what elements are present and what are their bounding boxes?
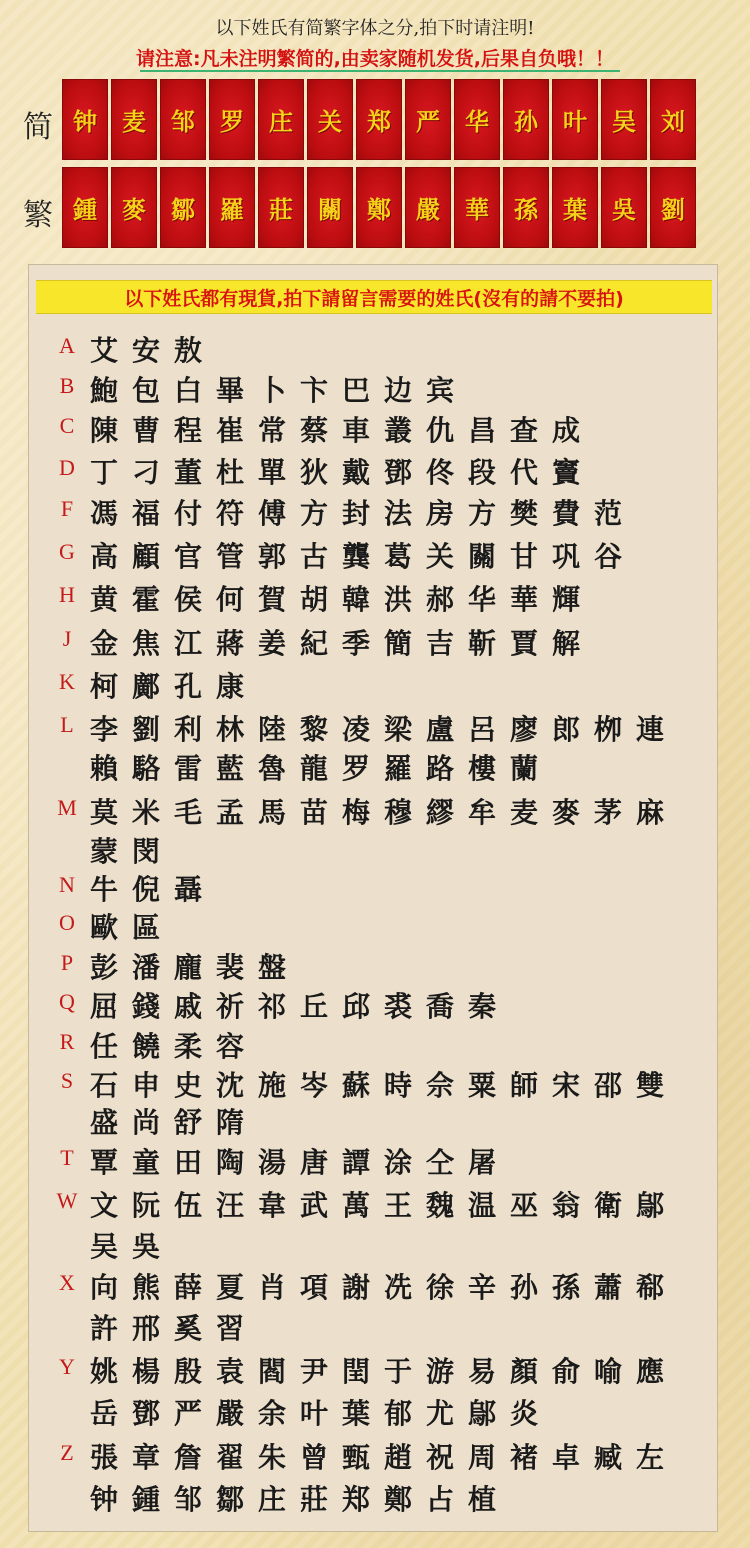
surname-line: 姚楊殷袁閻尹閏于游易顏俞喻應 xyxy=(90,1355,679,1388)
surname-line: 莫米毛孟馬苗梅穆繆牟麦麥茅麻 xyxy=(90,796,679,829)
surname-line: 任饒柔容 xyxy=(90,1030,259,1063)
surname-tile-simplified: 孙 xyxy=(503,79,549,160)
surname-line: 石申史沈施岑蘇時佘粟師宋邵雙 xyxy=(90,1069,679,1102)
surname-tile-simplified: 庄 xyxy=(258,79,304,160)
surname-line: 賴駱雷藍魯龍罗羅路樓蘭 xyxy=(90,752,553,785)
letter-index: J xyxy=(62,626,72,651)
surname-tile-traditional: 鄭 xyxy=(356,167,402,248)
surname-tile-traditional: 孫 xyxy=(503,167,549,248)
surname-line: 張章詹翟朱曾甄趙祝周褚卓臧左 xyxy=(90,1441,679,1474)
surname-line: 李劉利林陸黎凌梁盧呂廖郎栁連 xyxy=(90,713,679,746)
surname-tile-simplified: 罗 xyxy=(209,79,255,160)
letter-index: L xyxy=(60,712,74,737)
surname-tile-simplified: 郑 xyxy=(356,79,402,160)
surname-tile-simplified: 关 xyxy=(307,79,353,160)
surname-line: 高顧官管郭古龔葛关關甘巩谷 xyxy=(90,540,637,573)
letter-index: Z xyxy=(60,1440,74,1465)
letter-index: G xyxy=(59,539,75,564)
surname-line: 歐區 xyxy=(90,911,175,944)
letter-index: A xyxy=(59,333,75,358)
surname-tile-traditional: 鍾 xyxy=(62,167,108,248)
surname-line: 艾安敖 xyxy=(90,334,217,367)
surname-line: 屈錢戚祈祁丘邱裘喬秦 xyxy=(90,990,511,1023)
surname-tile-simplified: 邹 xyxy=(160,79,206,160)
warning-underline xyxy=(140,70,620,72)
letter-index: B xyxy=(59,373,75,398)
surname-line: 鮑包白畢卜卞巴边宾 xyxy=(90,374,469,407)
letter-index: D xyxy=(59,455,75,480)
surname-line: 吴吳 xyxy=(90,1230,175,1263)
letter-index: R xyxy=(59,1029,75,1054)
surname-tile-simplified: 严 xyxy=(405,79,451,160)
letter-index: Y xyxy=(59,1354,75,1379)
letter-index: S xyxy=(60,1068,74,1093)
letter-index: P xyxy=(60,950,74,975)
surname-tile-simplified: 钟 xyxy=(62,79,108,160)
header-warning xyxy=(0,44,750,71)
letter-index: K xyxy=(59,669,75,694)
panel-title-banner xyxy=(36,280,712,314)
simplified-row-label: 简 xyxy=(23,110,53,145)
surname-line: 覃童田陶湯唐譚涂仝屠 xyxy=(90,1146,511,1179)
surname-tile-traditional: 葉 xyxy=(552,167,598,248)
header-warning-text: 请注意:凡未注明繁简的,由卖家随机发货,后果自负哦！！ xyxy=(135,48,615,70)
surname-line: 彭潘龐裴盤 xyxy=(90,951,301,984)
surname-line: 向熊薛夏肖項謝冼徐辛孙孫蕭郗 xyxy=(90,1271,679,1304)
header-notice: 以下姓氏有简繁字体之分,拍下时请注明! xyxy=(215,18,535,39)
letter-index: C xyxy=(59,413,75,438)
letter-index: F xyxy=(60,496,74,521)
letter-index: T xyxy=(60,1145,74,1170)
letter-index: N xyxy=(59,872,75,897)
surname-line: 黄霍侯何賀胡韓洪郝华華輝 xyxy=(90,583,595,616)
surname-tile-simplified: 刘 xyxy=(650,79,696,160)
panel-title: 以下姓氏都有現貨,拍下請留言需要的姓氏(沒有的請不要拍) xyxy=(124,287,624,310)
surname-line: 許邢奚習 xyxy=(90,1312,259,1345)
surname-line: 金焦江蔣姜紀季簡吉靳賈解 xyxy=(90,627,595,660)
surname-line: 文阮伍汪韋武萬王魏温巫翁衛鄔 xyxy=(90,1189,679,1222)
surname-line: 牛倪聶 xyxy=(90,873,217,906)
surname-tile-traditional: 關 xyxy=(307,167,353,248)
surname-tile-traditional: 莊 xyxy=(258,167,304,248)
surname-line: 盛尚舒隋 xyxy=(90,1106,259,1139)
surname-tile-traditional: 華 xyxy=(454,167,500,248)
letter-index: O xyxy=(59,910,75,935)
surname-line: 丁刁董杜單狄戴鄧佟段代竇 xyxy=(90,456,595,489)
surname-tile-simplified: 吴 xyxy=(601,79,647,160)
letter-index: W xyxy=(56,1188,78,1213)
surname-line: 陳曹程崔常蔡車叢仇昌查成 xyxy=(90,414,595,447)
surname-line: 馮福付符傅方封法房方樊費范 xyxy=(90,497,637,530)
surname-line: 岳鄧严嚴余叶葉郁尤鄔炎 xyxy=(90,1397,553,1430)
surname-tile-simplified: 华 xyxy=(454,79,500,160)
surname-tile-traditional: 劉 xyxy=(650,167,696,248)
letter-index: H xyxy=(59,582,75,607)
traditional-row-label: 繁 xyxy=(23,198,53,233)
letter-index: X xyxy=(59,1270,75,1295)
surname-tile-traditional: 嚴 xyxy=(405,167,451,248)
surname-tile-traditional: 羅 xyxy=(209,167,255,248)
surname-tile-simplified: 叶 xyxy=(552,79,598,160)
letter-index: Q xyxy=(59,989,75,1014)
surname-line: 柯鄺孔康 xyxy=(90,670,259,703)
surname-line: 钟鍾邹鄒庄莊郑鄭占植 xyxy=(90,1483,511,1516)
surname-tile-simplified: 麦 xyxy=(111,79,157,160)
surname-tile-traditional: 吳 xyxy=(601,167,647,248)
surname-tile-traditional: 鄒 xyxy=(160,167,206,248)
surname-line: 蒙閔 xyxy=(90,835,175,868)
letter-index: M xyxy=(57,795,77,820)
surname-tile-traditional: 麥 xyxy=(111,167,157,248)
